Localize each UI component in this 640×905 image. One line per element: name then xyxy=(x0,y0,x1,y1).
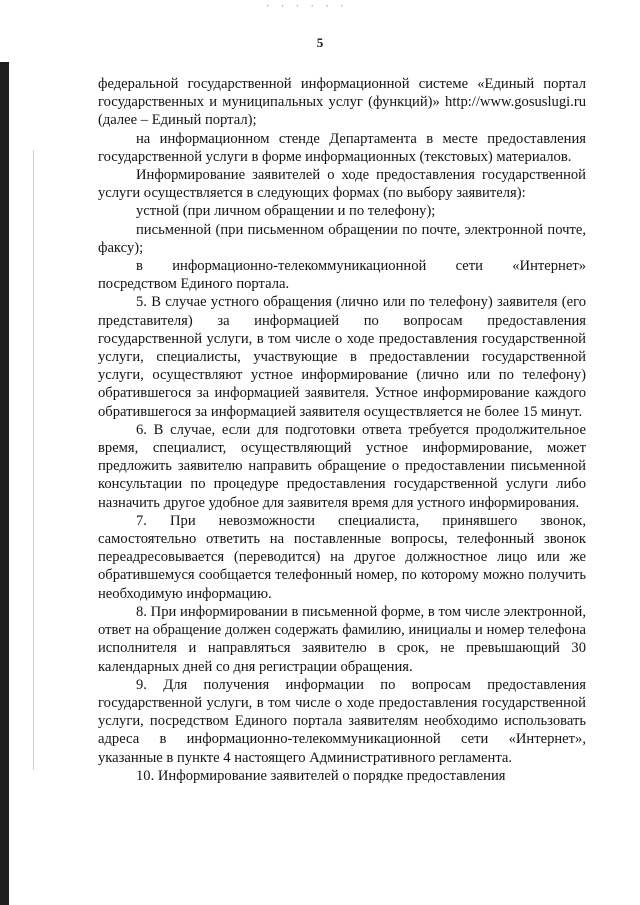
paragraph: 7. При невозможности специалиста, принявшего звонок, самостоятельно ответить на поставленные вопросы, телефонный звонок переадресовывается (переводится) на другое должностное лицо или же обратившемуся сообщается телефонный номер, по которому можно получить необходимую информацию. xyxy=(98,512,586,602)
paragraph: в информационно-телекоммуникационной сети «Интернет» посредством Единого портала. xyxy=(98,258,586,293)
paragraph: федеральной государственной информационной системе «Единый портал государственных и муниципальных услуг (функций)» http://www.gosuslugi.ru (далее – Единый портал); xyxy=(98,76,586,129)
paragraph: 10. Информирование заявителей о порядке предоставления xyxy=(136,767,506,784)
paragraph: 8. При информировании в письменной форме, в том числе электронной, ответ на обращение должен содержать фамилию, инициалы и номер телефона исполнителя и направляться заявителю в срок, не превышающий 30 календарных дней со дня регистрации обращения. xyxy=(98,603,586,675)
paragraph: 6. В случае, если для подготовки ответа требуется продолжительное время, специалист, осуществляющий устное информирование, может предложить заявителю направить обращение о предоставлении письменной консультации по процедуре предоставления государственной услуги либо назначить другое удобное для заявителя время для устного информирования. xyxy=(98,421,586,511)
paragraph: 9. Для получения информации по вопросам предоставления государственной услуги, в том числе о ходе предоставления государственной услуги, посредством Единого портала заявителям необходимо использовать адреса в информационно-телекоммуникационной сети «Интернет», указанные в пункте 4 настоящего Административного регламента. xyxy=(98,676,586,766)
page-number: 5 xyxy=(316,35,324,50)
paragraph: Информирование заявителей о ходе предоставления государственной услуги осуществляется в следующих формах (по выбору заявителя): xyxy=(98,167,586,202)
scan-dark-edge xyxy=(0,62,9,905)
document-body xyxy=(98,75,586,785)
paragraph: письменной (при письменном обращении по почте, электронной почте, факсу); xyxy=(98,221,586,256)
scan-fold-line xyxy=(33,150,34,770)
scan-specks: · · · · · · xyxy=(265,2,347,12)
paragraph: на информационном стенде Департамента в месте предоставления государственной услуги в форме информационных (текстовых) материалов. xyxy=(98,130,586,165)
paragraph: 5. В случае устного обращения (лично или по телефону) заявителя (его представителя) за информацией по вопросам предоставления государственной услуги, в том числе о ходе предоставления государственной услуги, специалисты, участвующие в предоставлении государственной услуги, осуществляют устное информирование (лично или по телефону) обратившегося за информацией заявителя. Устное информирование каждого обратившегося за информацией заявителя осуществляется не более 15 минут. xyxy=(98,294,586,420)
paragraph: устной (при личном обращении и по телефону); xyxy=(136,203,436,220)
